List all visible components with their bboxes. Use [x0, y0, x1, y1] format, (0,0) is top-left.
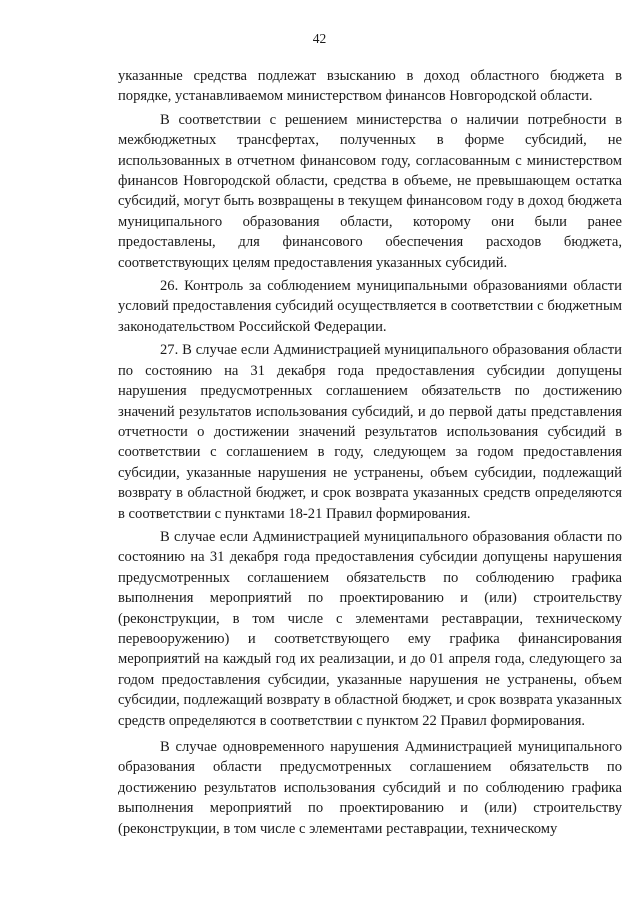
document-body	[118, 66, 622, 842]
paragraph-schedule-violation: В случае если Администрацией муниципального образования области по состоянию на 31 декабря года предоставления субсидии допущены нарушения предусмотренных соглашением обязательств по соблюдению графика выполнения мероприятий по проектированию и (или) строительству (реконструкции, в том числе с элементами реставрации, техническому перевооружению) и соответствующего ему графика финансирования мероприятий на каждый год их реализации, и до 01 апреля года, следующего за годом предоставления субсидии, указанные нарушения не устранены, объем субсидии, подлежащий возврату в областной бюджет, и срок возврата указанных средств определяются в соответствии с пунктом 22 Правил формирования.	[118, 528, 622, 729]
paragraph-27-results-violation: 27. В случае если Администрацией муниципального образования области по состоянию на 31 декабря года предоставления субсидии допущены нарушения предусмотренных соглашением обязательств по достижению значений результатов использования субсидий, и до первой даты представления отчетности о достижении значений результатов использования субсидий в соответствии с соглашением в году, следующем за годом предоставления субсидии, указанные нарушения не устранены, объем субсидии, подлежащий возврату в областной бюджет, и срок возврата указанных средств определяются в соответствии с пунктами 18-21 Правил формирования.	[118, 342, 622, 522]
paragraph-continuation: указанные средства подлежат взысканию в доход областного бюджета в порядке, устанавливаемом министерством финансов Новгородской области.	[118, 68, 622, 105]
paragraph-return-of-funds: В соответствии с решением министерства о наличии потребности в межбюджетных трансфертах, полученных в форме субсидий, не использованных в отчетном финансовом году, согласованным с министерством финансов Новгородской области, средства в объеме, не превышающем остатка субсидий, могут быть возвращены в текущем финансовом году в доход бюджета муниципального образования области, которому они были ранее предоставлены, для финансового обеспечения расходов бюджета, соответствующих целям предоставления указанных субсидий.	[118, 111, 622, 271]
paragraph-26-control: 26. Контроль за соблюдением муниципальными образованиями области условий предоставления субсидий осуществляется в соответствии с бюджетным законодательством Российской Федерации.	[118, 278, 622, 335]
page-number: 42	[312, 31, 327, 46]
paragraph-simultaneous-violation: В случае одновременного нарушения Администрацией муниципального образования области предусмотренных соглашением обязательств по достижению результатов использования субсидий и по соблюдению графика выполнения мероприятий по проектированию и (или) строительству (реконструкции, в том числе с элементами реставрации, техническому	[118, 739, 622, 837]
